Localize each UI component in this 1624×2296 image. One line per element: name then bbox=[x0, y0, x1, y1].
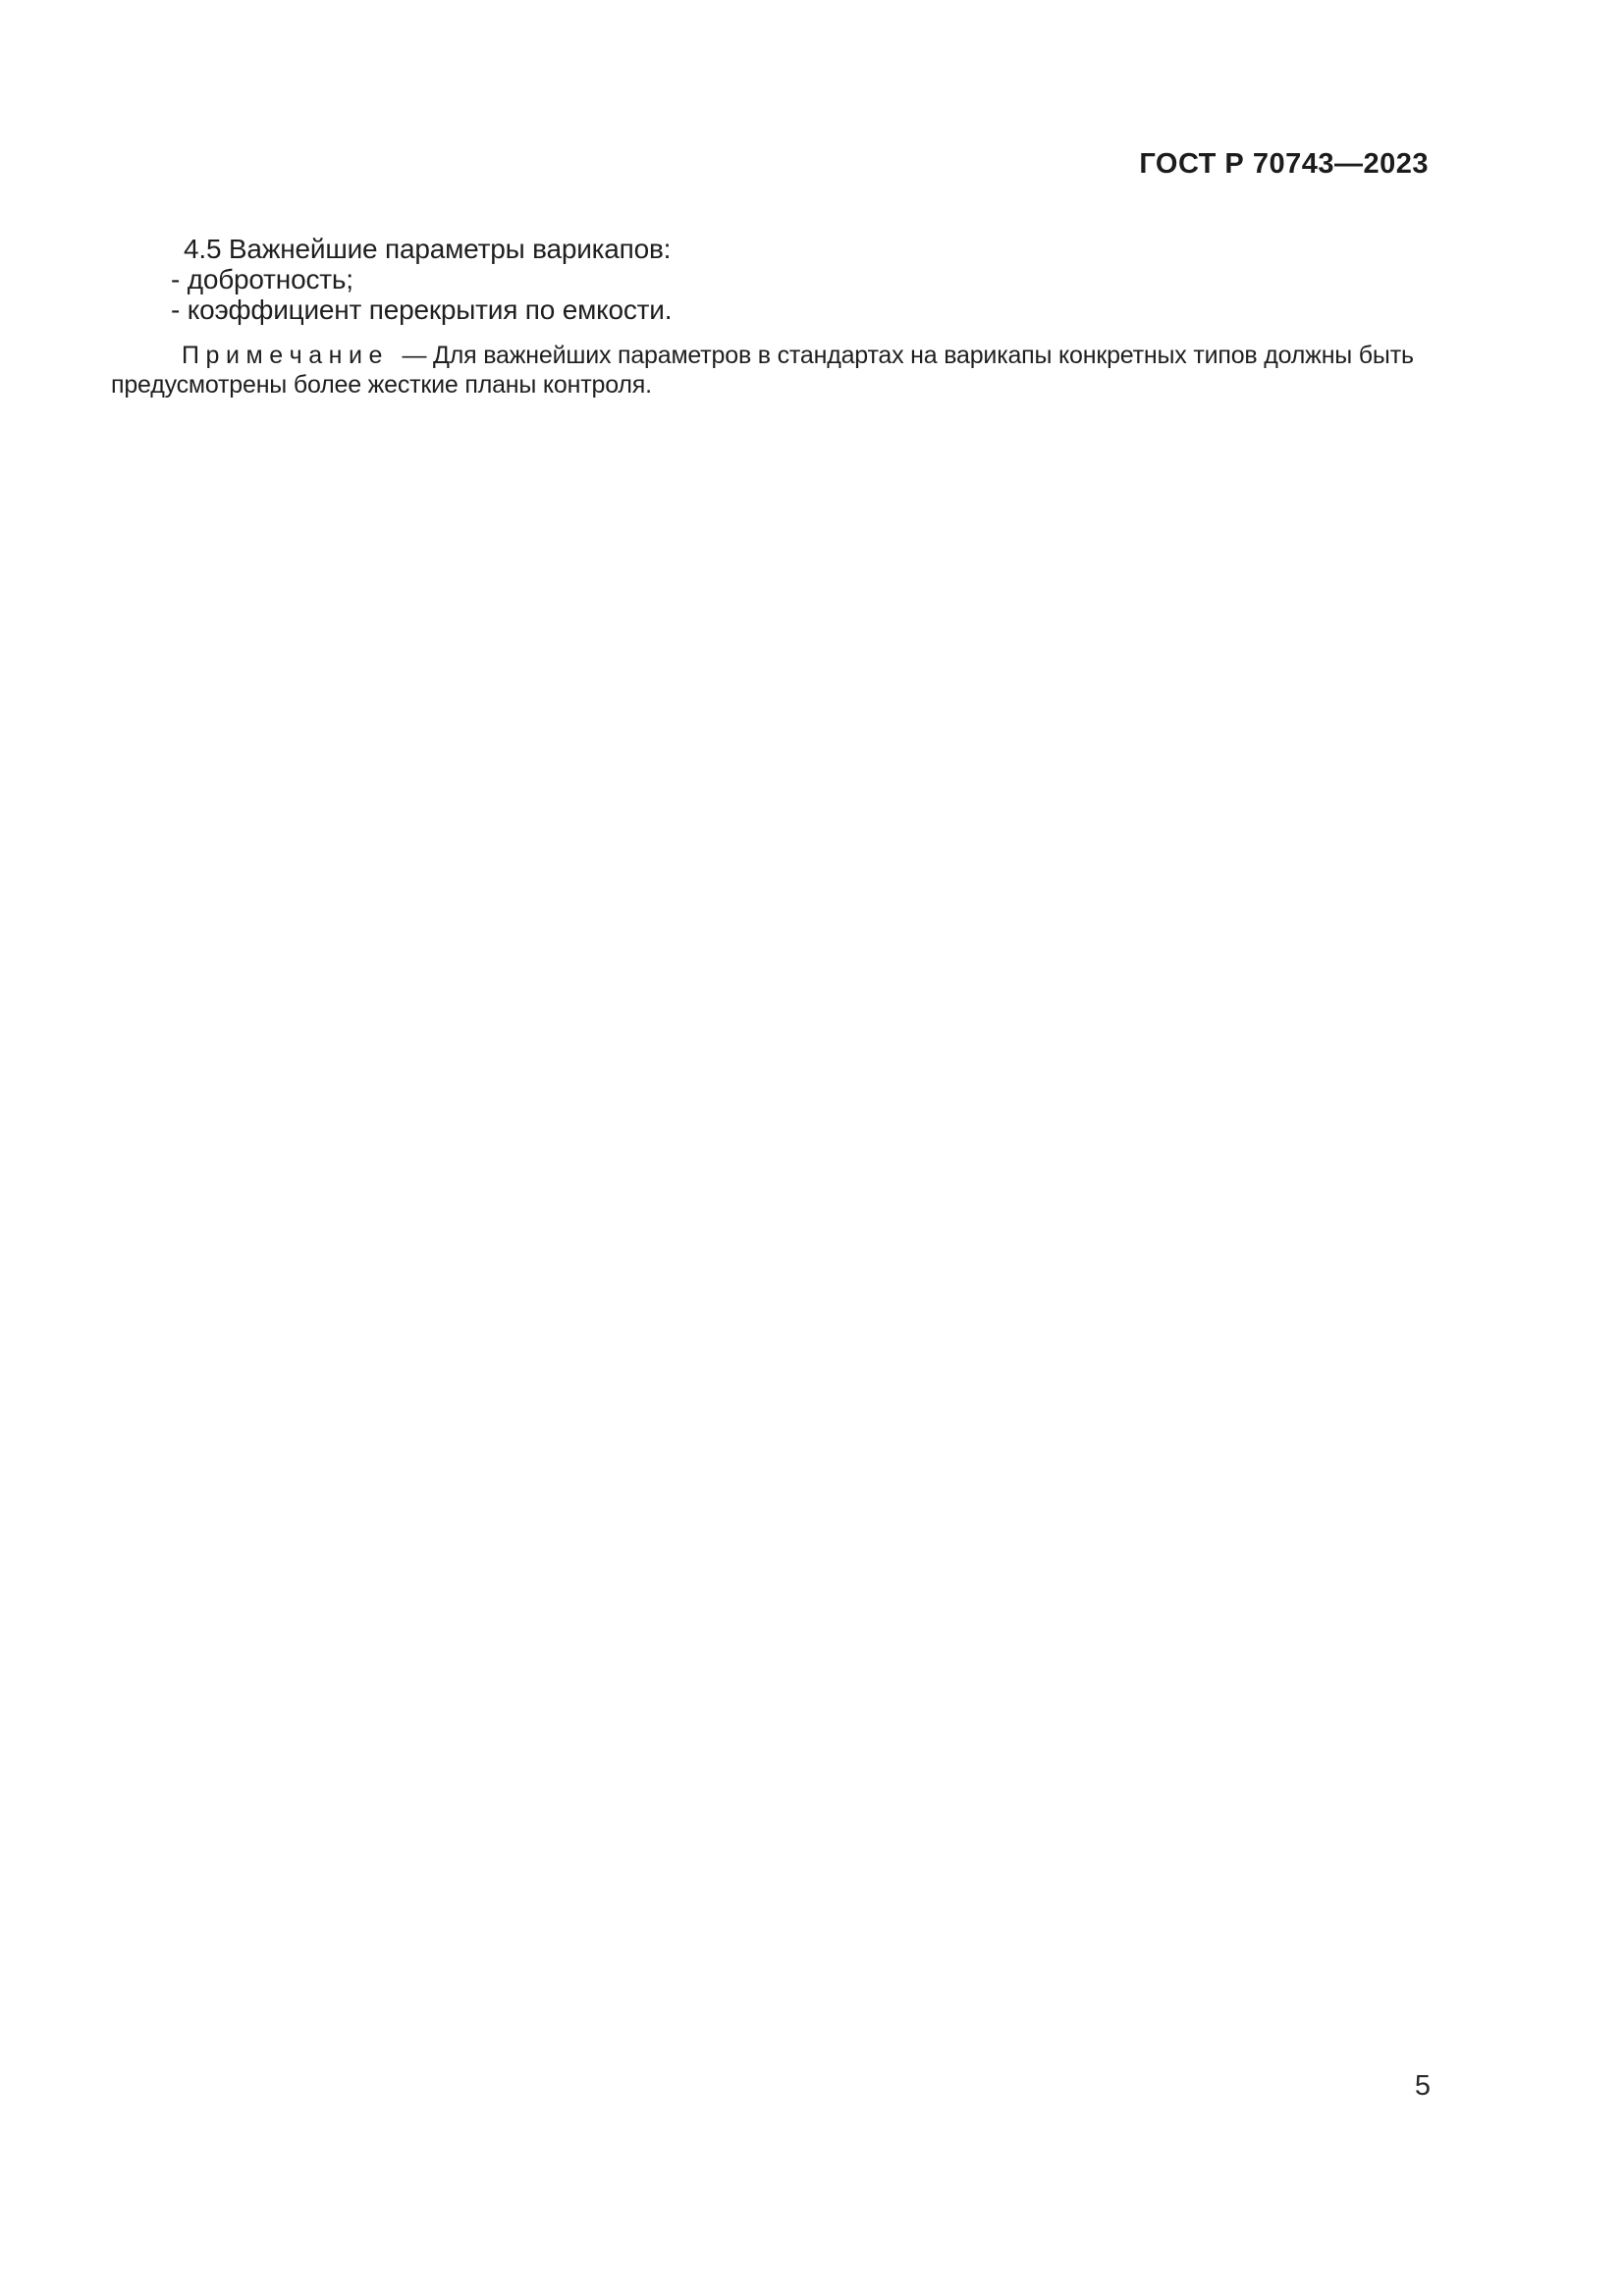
document-code-header: ГОСТ Р 70743—2023 bbox=[1139, 148, 1429, 180]
list-item: - добротность; bbox=[171, 264, 353, 294]
note-line-1: П р и м е ч а н и е — Для важнейших параметров в стандартах на варикапы конкретных типов должны быть bbox=[182, 342, 1414, 369]
clause-heading: 4.5 Важнейшие параметры варикапов: bbox=[184, 234, 672, 264]
note-paragraph bbox=[111, 342, 1438, 400]
clause-block bbox=[111, 234, 1438, 325]
list-item: - коэффициент перекрытия по емкости. bbox=[171, 294, 673, 325]
note-line-2: предусмотрены более жесткие планы контроля. bbox=[111, 370, 652, 399]
page-number: 5 bbox=[1414, 2070, 1431, 2102]
